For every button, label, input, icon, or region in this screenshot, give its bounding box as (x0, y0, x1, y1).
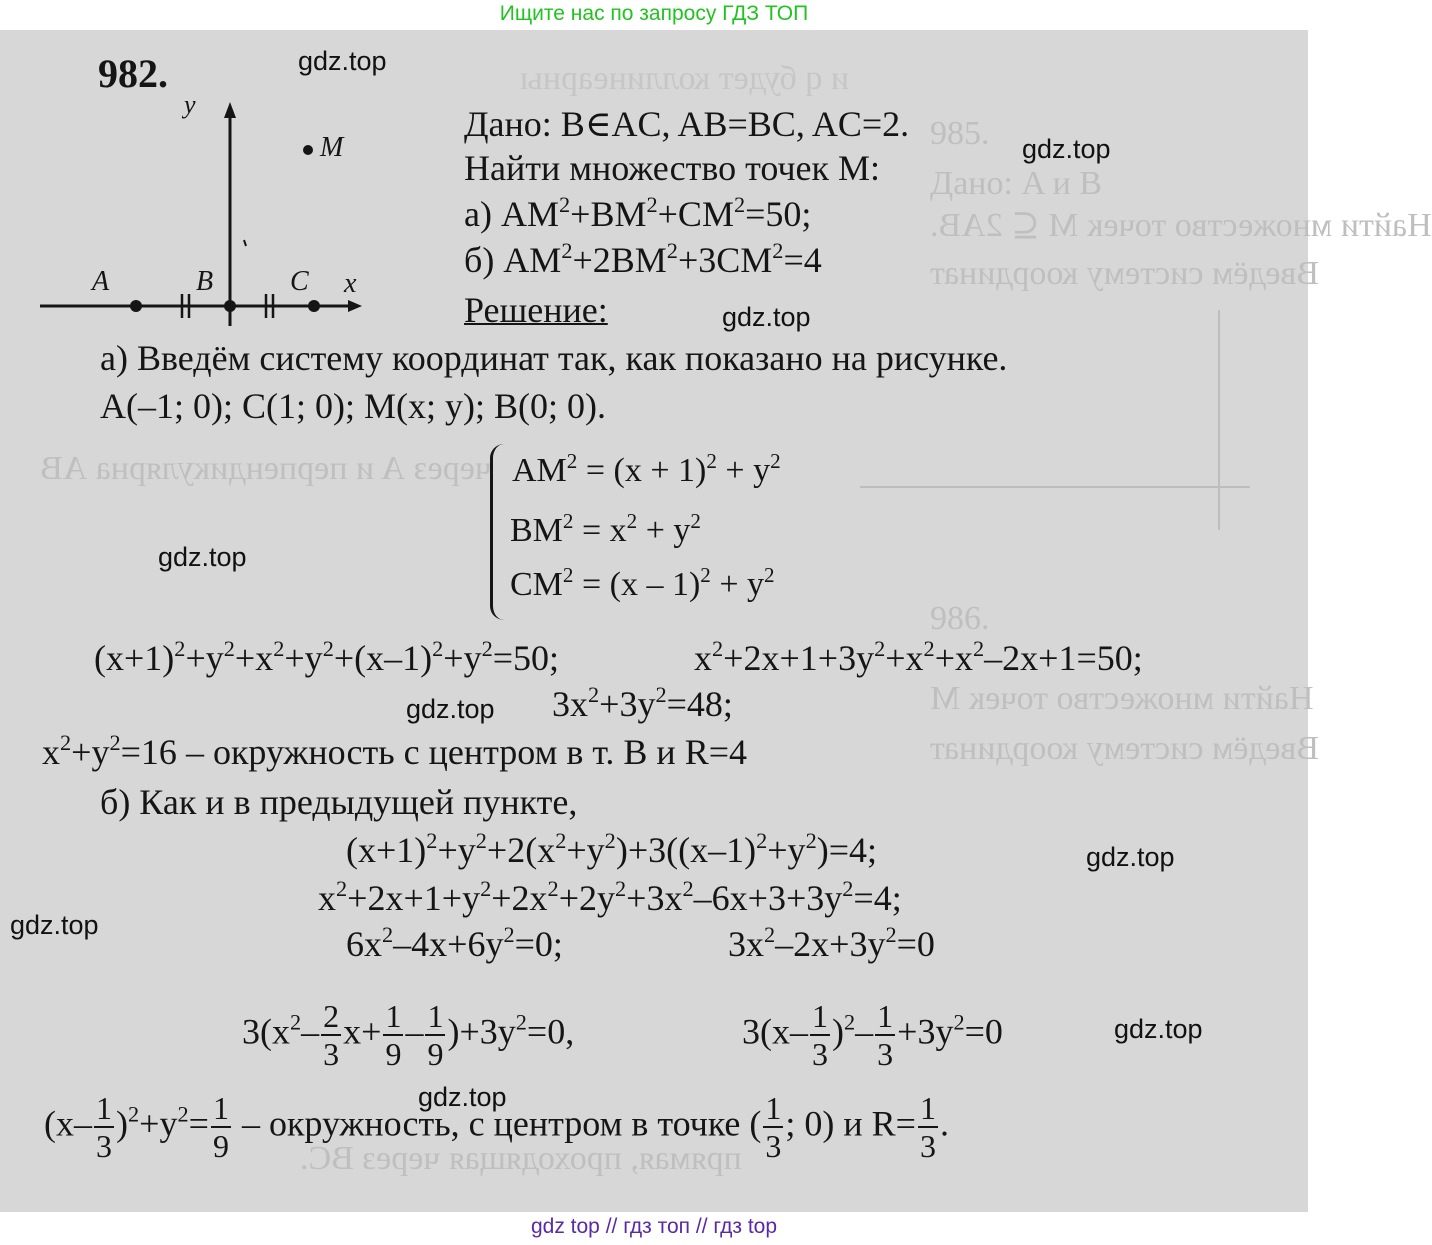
equation-a3: $3x^2+3y^2=48$; (552, 682, 733, 724)
axis-x-label: x (344, 268, 357, 299)
watermark: gdz.top (418, 1082, 507, 1112)
system-eq-am: $AM^2 = (x + 1)^2 + y^2$ (512, 448, 781, 489)
watermark: gdz.top (406, 694, 495, 724)
result-a: $x^2+y^2=16$ – окружность с центром в т. В и R=4 (42, 730, 748, 772)
point-c-label: C (290, 266, 309, 297)
solution-heading: Решение: (464, 290, 608, 330)
watermark: gdz.top (298, 46, 387, 76)
equation-b4: $3x^2-2x+3y^2=0$ (728, 922, 935, 964)
coordinate-figure (40, 90, 370, 350)
equation-b2: $x^2+2x+1+y^2+2x^2+2y^2+3x^2-6x+3+3y^2=4$; (318, 876, 902, 918)
point-b-label: B (196, 266, 214, 297)
point-c-dot (308, 300, 320, 312)
system-brace (490, 444, 505, 620)
part-a-condition: а) $AM^2+BM^2+CM^2=50$; (464, 192, 812, 234)
system-eq-bm: $BM^2 = x^2 + y^2$ (510, 508, 701, 549)
coords-line: A(–1; 0); C(1; 0); M(x; y); B(0; 0). (100, 386, 606, 426)
watermark: gdz.top (1022, 134, 1111, 164)
equation-b1: $(x+1)^2+y^2+2(x^2+y^2)+3((x-1)^2+y^2)=4$; (346, 828, 878, 870)
given-line: Дано: B∈AC, AB=BC, AC=2. (464, 104, 910, 144)
point-a-label: A (92, 266, 110, 297)
watermark: gdz.top (10, 910, 99, 940)
part-b-intro: б) Как и в предыдущей пункте, (100, 782, 578, 822)
point-m-label: M (320, 132, 344, 163)
equation-a1: $(x+1)^2+y^2+x^2+y^2+(x-1)^2+y^2=50$; (94, 636, 560, 678)
point-m-dot (303, 145, 313, 155)
result-b: (x– $\frac{1}{3}$ )$^2+y^2=$ $\frac{1}{9}$ – окружность, с центром в точке ( $\frac{1}{3}$ ; 0) и R= $\frac{1}{3}$ . (44, 1090, 949, 1164)
point-a-dot (130, 300, 142, 312)
axis-y-label: y (184, 90, 196, 119)
watermark: gdz.top (1086, 842, 1175, 872)
scanned-page: и q будет коллинеарны 985. Дано: A и B Найти множество точек M ⊆ 2AB. Введём систему координат через A и перпендикулярна AB 986. Найти множество точек M Введём систему координат прямая, проходящая через BC. 982. y x A B C M Дано: B∈AC, AB=BC, AC=2. Найти множество точек М: а) $AM^2+BM^2+CM^2=50$; б) $AM^2+2BM^2+3CM^2=4$ Решение: а) Введём систему координат так, как показано на рисунке. A(–1; 0); C(1; 0); M(x; y); B(0; 0). $AM^2 = (x + 1)^2 + y^2$ $BM^2 = x^2 + y^2$ $CM^2 = (x - 1)^2 + y^2$ $(x+1)^2+y^2+x^2+y^2+(x-1)^2+y^2=50$; $x^2+2x+1+3y^2+x^2+x^2-2x+1=50$; $3x^2+3y^2=48$; $x^2+y^2=16$ – окружность с центром в т. В и R=4 б) Как и в предыдущей пункте, $(x+1)^2+y^2+2(x^2+y^2)+3((x-1)^2+y^2)=4$; $x^2+2x+1+y^2+2x^2+2y^2+3x^2-6x+3+3y^2=4$; $6x^2-4x+6y^2=0$; $3x^2-2x+3y^2=0$ $3(x^2-$ $\frac{2}{3}$ x+ $\frac{1}{9}$ – $\frac{1}{9}$ )$+3y^2=0$, 3(x– $\frac{1}{3}$ )$^2$– $\frac{1}{3}$ $+3y^2=0$ (x– $\frac{1}{3}$ )$^2+y^2=$ $\frac{1}{9}$ – окружность, с центром в точке ( $\frac{1}{3}$ ; 0) и R= $\frac{1}{3}$ . gdz.top gdz.top gdz.top gdz.top gdz.top gdz.top gdz.top gdz.top gdz.top (0, 30, 1308, 1212)
watermark: gdz.top (722, 302, 811, 332)
point-b-dot (224, 300, 236, 312)
equation-b3: $6x^2-4x+6y^2=0$; (346, 922, 563, 964)
watermark: gdz.top (158, 542, 247, 572)
part-a-intro: а) Введём систему координат так, как показано на рисунке. (100, 338, 1008, 378)
top-banner: Ищите нас по запросу ГДЗ ТОП (0, 0, 1308, 30)
equation-a2: $x^2+2x+1+3y^2+x^2+x^2-2x+1=50$; (694, 636, 1143, 678)
part-b-condition: б) $AM^2+2BM^2+3CM^2=4$ (464, 238, 822, 280)
system-eq-cm: $CM^2 = (x - 1)^2 + y^2$ (510, 562, 775, 603)
problem-number: 982. (98, 51, 168, 96)
find-line: Найти множество точек М: (464, 148, 881, 188)
equation-b5: $3(x^2-$ $\frac{2}{3}$ x+ $\frac{1}{9}$ – $\frac{1}{9}$ )$+3y^2=0$, (242, 998, 575, 1072)
bottom-banner: gdz top // гдз топ // гдз top (0, 1212, 1308, 1245)
watermark: gdz.top (1114, 1014, 1203, 1044)
equation-b6: 3(x– $\frac{1}{3}$ )$^2$– $\frac{1}{3}$ $+3y^2=0$ (742, 998, 1003, 1072)
